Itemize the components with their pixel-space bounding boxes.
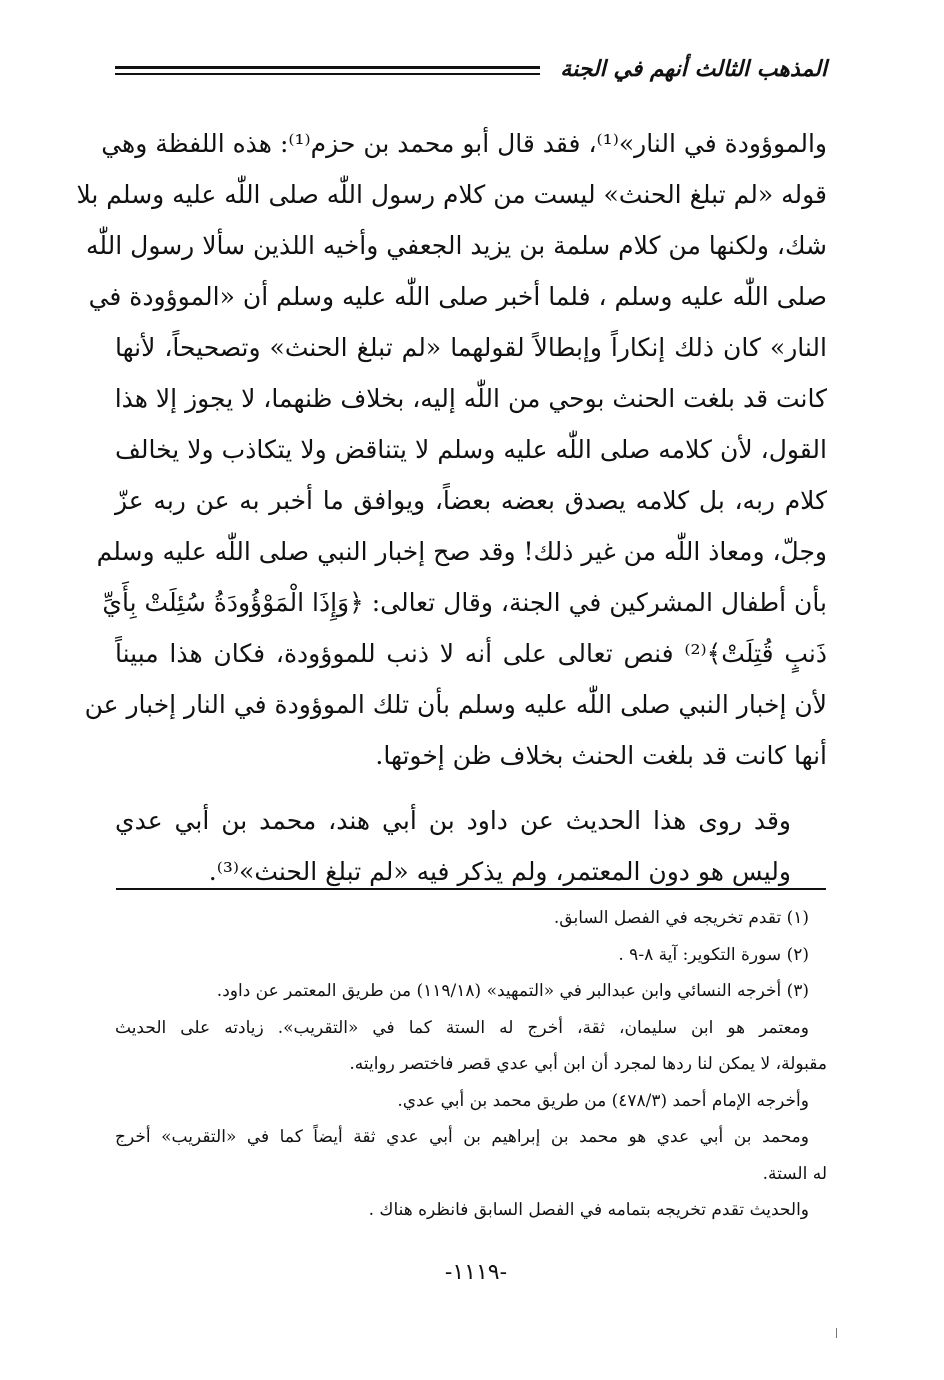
footnote-line: وأخرجه الإمام أحمد (٤٧٨/٣) من طريق محمد بن أبي عدي. [397,1090,809,1111]
text-line: القول، لأن كلامه صلى اللّٰه عليه وسلم لا يتناقض ولا يتكاذب ولا يخالف [115,435,827,464]
text-line: لأن إخبار النبي صلى اللّٰه عليه وسلم بأن تلك الموؤودة في النار إخبار عن [84,690,827,719]
footnote-line: له الستة. [762,1163,827,1184]
margin-mark [836,1328,837,1338]
footnote-line: ومعتمر هو ابن سليمان، ثقة، أخرج له الستة كما في «التقريب». زيادته على الحديث [115,1017,809,1038]
text-line: قوله «لم تبلغ الحنث» ليست من كلام رسول اللّٰه صلى اللّٰه عليه وسلم بلا [76,180,827,209]
text-line: وقد روى هذا الحديث عن داود بن أبي هند، محمد بن أبي عدي [115,806,791,835]
header-rule-thin [115,73,540,75]
footnote-line: (١) تقدم تخريجه في الفصل السابق. [553,908,809,928]
footnote-line: (٣) أخرجه النسائي وابن عبدالبر في «التمهيد» (١١٩/١٨) من طريق المعتمر عن داود. [216,981,809,1001]
text-line: شك، ولكنها من كلام سلمة بن يزيد الجعفي وأخيه اللذين سألا رسول اللّٰه [85,231,827,260]
paragraph-1 [76,118,828,781]
text-line: وليس هو دون المعتمر، ولم يذكر فيه «لم تبلغ الحنث»⁽³⁾. [208,857,791,886]
header-title: المذهب الثالث أنهم في الجنة [560,56,827,82]
header-rule-thick [115,66,540,69]
text-line: كلام ربه، بل كلامه يصدق بعضه بعضاً، ويوافق ما أخبر به عن ربه عزّ [115,486,827,515]
text-line: والموؤودة في النار»⁽¹⁾، فقد قال أبو محمد بن حزم⁽¹⁾: هذه اللفظة وهي [101,129,827,158]
text-line: صلى اللّٰه عليه وسلم ، فلما أخبر صلى اللّٰه عليه وسلم أن «الموؤودة في [88,282,827,311]
footnote-line: ومحمد بن أبي عدي هو محمد بن إبراهيم بن أبي عدي ثقة أيضاً كما في «التقريب» أخرج [115,1127,809,1147]
text-line: بأن أطفال المشركين في الجنة، وقال تعالى: ﴿وَإِذَا الْمَوْؤُودَةُ سُئِلَتْ بِأَيِّ [102,588,827,617]
footnote-line: والحديث تقدم تخريجه بتمامه في الفصل السابق فانظره هناك . [368,1200,809,1220]
text-line: ذَنبٍ قُتِلَتْ﴾⁽²⁾ فنص تعالى على أنه لا ذنب للموؤودة، فكان هذا مبيناً [115,639,828,668]
footnote-line: مقبولة، لا يمكن لنا ردها لمجرد أن ابن أبي عدي قصر فاختصر روايته. [349,1054,827,1074]
main-text [76,118,828,897]
footnote-separator [116,888,826,890]
paragraph-2 [115,795,827,897]
text-line: كانت قد بلغت الحنث بوحي من اللّٰه إليه، بخلاف ظنهما، لا يجوز إلا هذا [114,384,827,413]
footnote-line: (٢) سورة التكوير: آية ٨-٩ . [618,944,809,965]
footnotes [115,900,827,1229]
page-number: -١١١٩- [444,1260,508,1285]
text-line: وجلّ، ومعاذ اللّٰه من غير ذلك! وقد صح إخبار النبي صلى اللّٰه عليه وسلم [96,537,827,566]
text-line: النار» كان ذلك إنكاراً وإبطالاً لقولهما «لم تبلغ الحنث» وتصحيحاً، لأنها [115,333,827,362]
text-line: أنها كانت قد بلغت الحنث بخلاف ظن إخوتها. [375,741,827,770]
running-header [115,52,827,92]
